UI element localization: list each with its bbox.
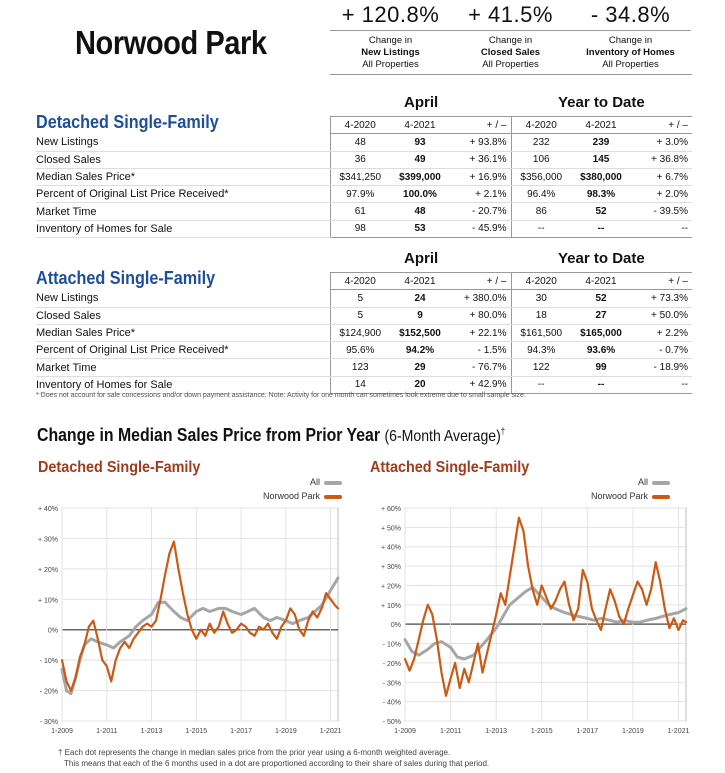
stat-inventory: [570, 0, 691, 74]
stat-divider: [330, 74, 692, 75]
table-cell: 18: [511, 307, 571, 324]
y-tick-label: - 50%: [382, 719, 401, 726]
row-label: Closed Sales: [36, 151, 330, 168]
chart-footnote: [58, 747, 489, 769]
stat-label-3: All Properties: [602, 59, 659, 70]
table-cell: 94.2%: [390, 342, 450, 359]
stat-label-1: Change in: [488, 35, 533, 46]
table-cell: + 16.9%: [450, 168, 511, 185]
y-tick-label: - 30%: [39, 719, 58, 726]
table-cell: 239: [571, 134, 631, 151]
y-tick-label: + 40%: [380, 544, 401, 552]
april-heading: April: [404, 250, 439, 267]
stat-closed-sales: [450, 0, 571, 74]
stat-value: - 34.8%: [590, 2, 671, 27]
table-row: [36, 151, 692, 168]
row-label: Closed Sales: [36, 307, 330, 324]
chart-title-attached: Attached Single-Family: [370, 459, 530, 476]
table-cell: $380,000: [571, 168, 631, 185]
table-cell: 49: [390, 151, 450, 168]
table-row: [36, 203, 692, 220]
legend-swatch: [652, 495, 670, 499]
table-cell: 9: [390, 307, 450, 324]
column-header: 4-2020: [511, 117, 571, 134]
table-cell: 96.4%: [511, 186, 571, 203]
table-row: [36, 342, 692, 359]
legend-swatch: [652, 481, 670, 485]
table-cell: - 39.5%: [631, 203, 692, 220]
table-cell: + 36.8%: [631, 151, 692, 168]
table-cell: 52: [571, 290, 631, 307]
table-cell: + 380.0%: [450, 290, 511, 307]
table-cell: 98.3%: [571, 186, 631, 203]
table-cell: 145: [571, 151, 631, 168]
table-cell: + 3.0%: [631, 134, 692, 151]
table-cell: 100.0%: [390, 186, 450, 203]
row-label: Market Time: [36, 359, 330, 376]
stat-value: + 120.8%: [341, 2, 440, 27]
x-tick-label: 1-2009: [51, 728, 73, 735]
legend-label: All: [637, 477, 648, 487]
table-row: [36, 220, 692, 237]
row-label: Inventory of Homes for Sale: [36, 220, 330, 237]
table-row: [36, 290, 692, 307]
table-cell: --: [571, 376, 631, 393]
legend-attached: [528, 475, 670, 503]
stat-label-2: Closed Sales: [480, 47, 541, 58]
legend-label: Norwood Park: [590, 491, 648, 501]
table-cell: - 45.9%: [450, 220, 511, 237]
stat-label-2: New Listings: [361, 47, 420, 58]
table-cell: 48: [330, 134, 390, 151]
table-cell: 94.3%: [511, 342, 571, 359]
table-cell: 232: [511, 134, 571, 151]
y-tick-label: + 10%: [380, 602, 401, 610]
y-tick-label: - 10%: [382, 641, 401, 649]
table-cell: $341,250: [330, 168, 390, 185]
y-tick-label: + 40%: [37, 506, 58, 513]
table-cell: --: [511, 220, 571, 237]
table-row: [36, 324, 692, 341]
table-cell: + 73.3%: [631, 290, 692, 307]
y-tick-label: + 60%: [380, 506, 401, 513]
table-cell: - 0.7%: [631, 342, 692, 359]
detached-title: Detached Single-Family: [36, 112, 219, 132]
table-cell: 29: [390, 359, 450, 376]
y-tick-label: 0%: [47, 627, 58, 635]
table-cell: + 2.1%: [450, 186, 511, 203]
table-cell: 24: [390, 290, 450, 307]
page-title: Norwood Park: [75, 24, 267, 61]
chart-attached: [350, 500, 695, 740]
chart-section-heading: [37, 425, 505, 446]
table-cell: 52: [571, 203, 631, 220]
column-header: 4-2021: [571, 117, 631, 134]
table-row: [36, 134, 692, 151]
x-tick-label: 1-2009: [394, 728, 416, 735]
footnote: * Does not account for sale concessions and/or down payment assistance. Note: Activity for one month can sometimes look extreme due to small sample size.: [36, 392, 526, 399]
table-cell: 86: [511, 203, 571, 220]
table-cell: + 36.1%: [450, 151, 511, 168]
table-cell: 5: [330, 290, 390, 307]
x-tick-label: 1-2019: [274, 728, 297, 735]
attached-table: [36, 272, 692, 394]
table-cell: - 1.5%: [450, 342, 511, 359]
table-row: [36, 359, 692, 376]
table-cell: 14: [330, 376, 390, 393]
chart-heading-main: Change in Median Sales Price from Prior Year: [37, 425, 381, 445]
row-label: Percent of Original List Price Received*: [36, 186, 330, 203]
y-tick-label: - 30%: [382, 680, 401, 688]
y-tick-label: + 30%: [380, 564, 401, 572]
x-tick-label: 1-2011: [439, 728, 462, 735]
table-cell: 93: [390, 134, 450, 151]
april-heading: April: [404, 94, 439, 111]
legend-item-all: [200, 475, 342, 489]
table-cell: - 76.7%: [450, 359, 511, 376]
column-header: 4-2020: [330, 117, 390, 134]
table-cell: --: [631, 376, 692, 393]
table-cell: - 18.9%: [631, 359, 692, 376]
row-label: Percent of Original List Price Received*: [36, 342, 330, 359]
y-tick-label: - 20%: [382, 660, 401, 668]
legend-swatch: [324, 481, 342, 485]
table-row: [36, 307, 692, 324]
column-header: + / –: [631, 117, 692, 134]
legend-label: Norwood Park: [262, 491, 320, 501]
table-cell: $124,900: [330, 324, 390, 341]
table-cell: 95.6%: [330, 342, 390, 359]
column-header: + / –: [631, 273, 692, 290]
y-tick-label: + 20%: [37, 566, 58, 574]
table-cell: 36: [330, 151, 390, 168]
table-cell: 97.9%: [330, 186, 390, 203]
stat-label-3: All Properties: [362, 59, 419, 70]
y-tick-label: - 10%: [39, 658, 58, 666]
table-row: [36, 186, 692, 203]
attached-title: Attached Single-Family: [36, 268, 216, 288]
x-tick-label: 1-2013: [140, 728, 163, 735]
chart-title-detached: Detached Single-Family: [38, 459, 201, 476]
y-tick-label: - 40%: [382, 699, 401, 707]
table-cell: 98: [330, 220, 390, 237]
y-tick-label: + 50%: [380, 525, 401, 533]
table-cell: 106: [511, 151, 571, 168]
column-header: 4-2021: [571, 273, 631, 290]
table-row: [36, 376, 692, 393]
x-tick-label: 1-2021: [319, 728, 342, 735]
row-label: Median Sales Price*: [36, 324, 330, 341]
table-cell: $356,000: [511, 168, 571, 185]
row-label: Market Time: [36, 203, 330, 220]
table-cell: 99: [571, 359, 631, 376]
dagger-mark: †: [500, 426, 506, 436]
table-cell: 123: [330, 359, 390, 376]
y-tick-label: + 10%: [37, 597, 58, 605]
table-cell: $165,000: [571, 324, 631, 341]
x-tick-label: 1-2019: [622, 728, 644, 735]
table-cell: 20: [390, 376, 450, 393]
table-cell: 27: [571, 307, 631, 324]
x-tick-label: 1-2015: [530, 728, 553, 735]
table-cell: 61: [330, 203, 390, 220]
plot-area: [62, 508, 338, 721]
x-tick-label: 1-2021: [667, 728, 690, 735]
chart-footnote-line-1: † Each dot represents the change in median sales price from the prior year using a 6-month weighted average.: [58, 748, 451, 757]
column-header: 4-2021: [390, 117, 450, 134]
ytd-heading: Year to Date: [558, 250, 645, 267]
y-tick-label: 0%: [390, 622, 401, 630]
stat-label-1: Change in: [608, 35, 653, 46]
table-cell: + 2.2%: [631, 324, 692, 341]
row-label: New Listings: [36, 134, 330, 151]
x-tick-label: 1-2017: [576, 728, 599, 735]
legend-detached: [200, 475, 342, 503]
table-cell: 93.6%: [571, 342, 631, 359]
stat-new-listings: [330, 0, 451, 74]
table-cell: $161,500: [511, 324, 571, 341]
table-cell: 30: [511, 290, 571, 307]
table-header-row: [36, 117, 692, 134]
chart-heading-sub: (6-Month Average): [384, 428, 501, 445]
row-label: Inventory of Homes for Sale: [36, 376, 330, 393]
detached-table: [36, 116, 692, 238]
table-cell: + 22.1%: [450, 324, 511, 341]
ytd-heading: Year to Date: [558, 94, 645, 111]
chart-detached: [0, 500, 350, 740]
table-cell: + 2.0%: [631, 186, 692, 203]
table-cell: - 20.7%: [450, 203, 511, 220]
y-tick-label: + 20%: [380, 583, 401, 591]
y-tick-label: + 30%: [37, 536, 58, 544]
table-cell: + 42.9%: [450, 376, 511, 393]
column-header: 4-2020: [511, 273, 571, 290]
legend-swatch: [324, 495, 342, 499]
table-cell: 48: [390, 203, 450, 220]
table-cell: $152,500: [390, 324, 450, 341]
table-cell: --: [631, 220, 692, 237]
y-tick-label: - 20%: [39, 688, 58, 696]
table-cell: 122: [511, 359, 571, 376]
table-header-row: [36, 273, 692, 290]
stat-label-2: Inventory of Homes: [586, 47, 675, 58]
column-header: + / –: [450, 273, 511, 290]
column-header: + / –: [450, 117, 511, 134]
chart-footnote-line-2: This means that each of the 6 months used in a dot are proportioned according to their share of sales during that period.: [64, 759, 490, 768]
table-cell: + 93.8%: [450, 134, 511, 151]
table-row: [36, 168, 692, 185]
table-cell: + 80.0%: [450, 307, 511, 324]
row-label: New Listings: [36, 290, 330, 307]
table-cell: 53: [390, 220, 450, 237]
table-cell: --: [511, 376, 571, 393]
table-cell: + 6.7%: [631, 168, 692, 185]
row-label: Median Sales Price*: [36, 168, 330, 185]
column-header: 4-2021: [390, 273, 450, 290]
x-tick-label: 1-2015: [185, 728, 208, 735]
stat-label-1: Change in: [368, 35, 413, 46]
stat-label-3: All Properties: [482, 59, 539, 70]
stat-value: + 41.5%: [468, 2, 553, 27]
table-cell: + 50.0%: [631, 307, 692, 324]
legend-label: All: [309, 477, 320, 487]
x-tick-label: 1-2013: [485, 728, 508, 735]
column-header: 4-2020: [330, 273, 390, 290]
table-cell: $399,000: [390, 168, 450, 185]
legend-item-all: [528, 475, 670, 489]
table-cell: --: [571, 220, 631, 237]
table-cell: 5: [330, 307, 390, 324]
x-tick-label: 1-2011: [96, 728, 118, 735]
x-tick-label: 1-2017: [230, 728, 252, 735]
